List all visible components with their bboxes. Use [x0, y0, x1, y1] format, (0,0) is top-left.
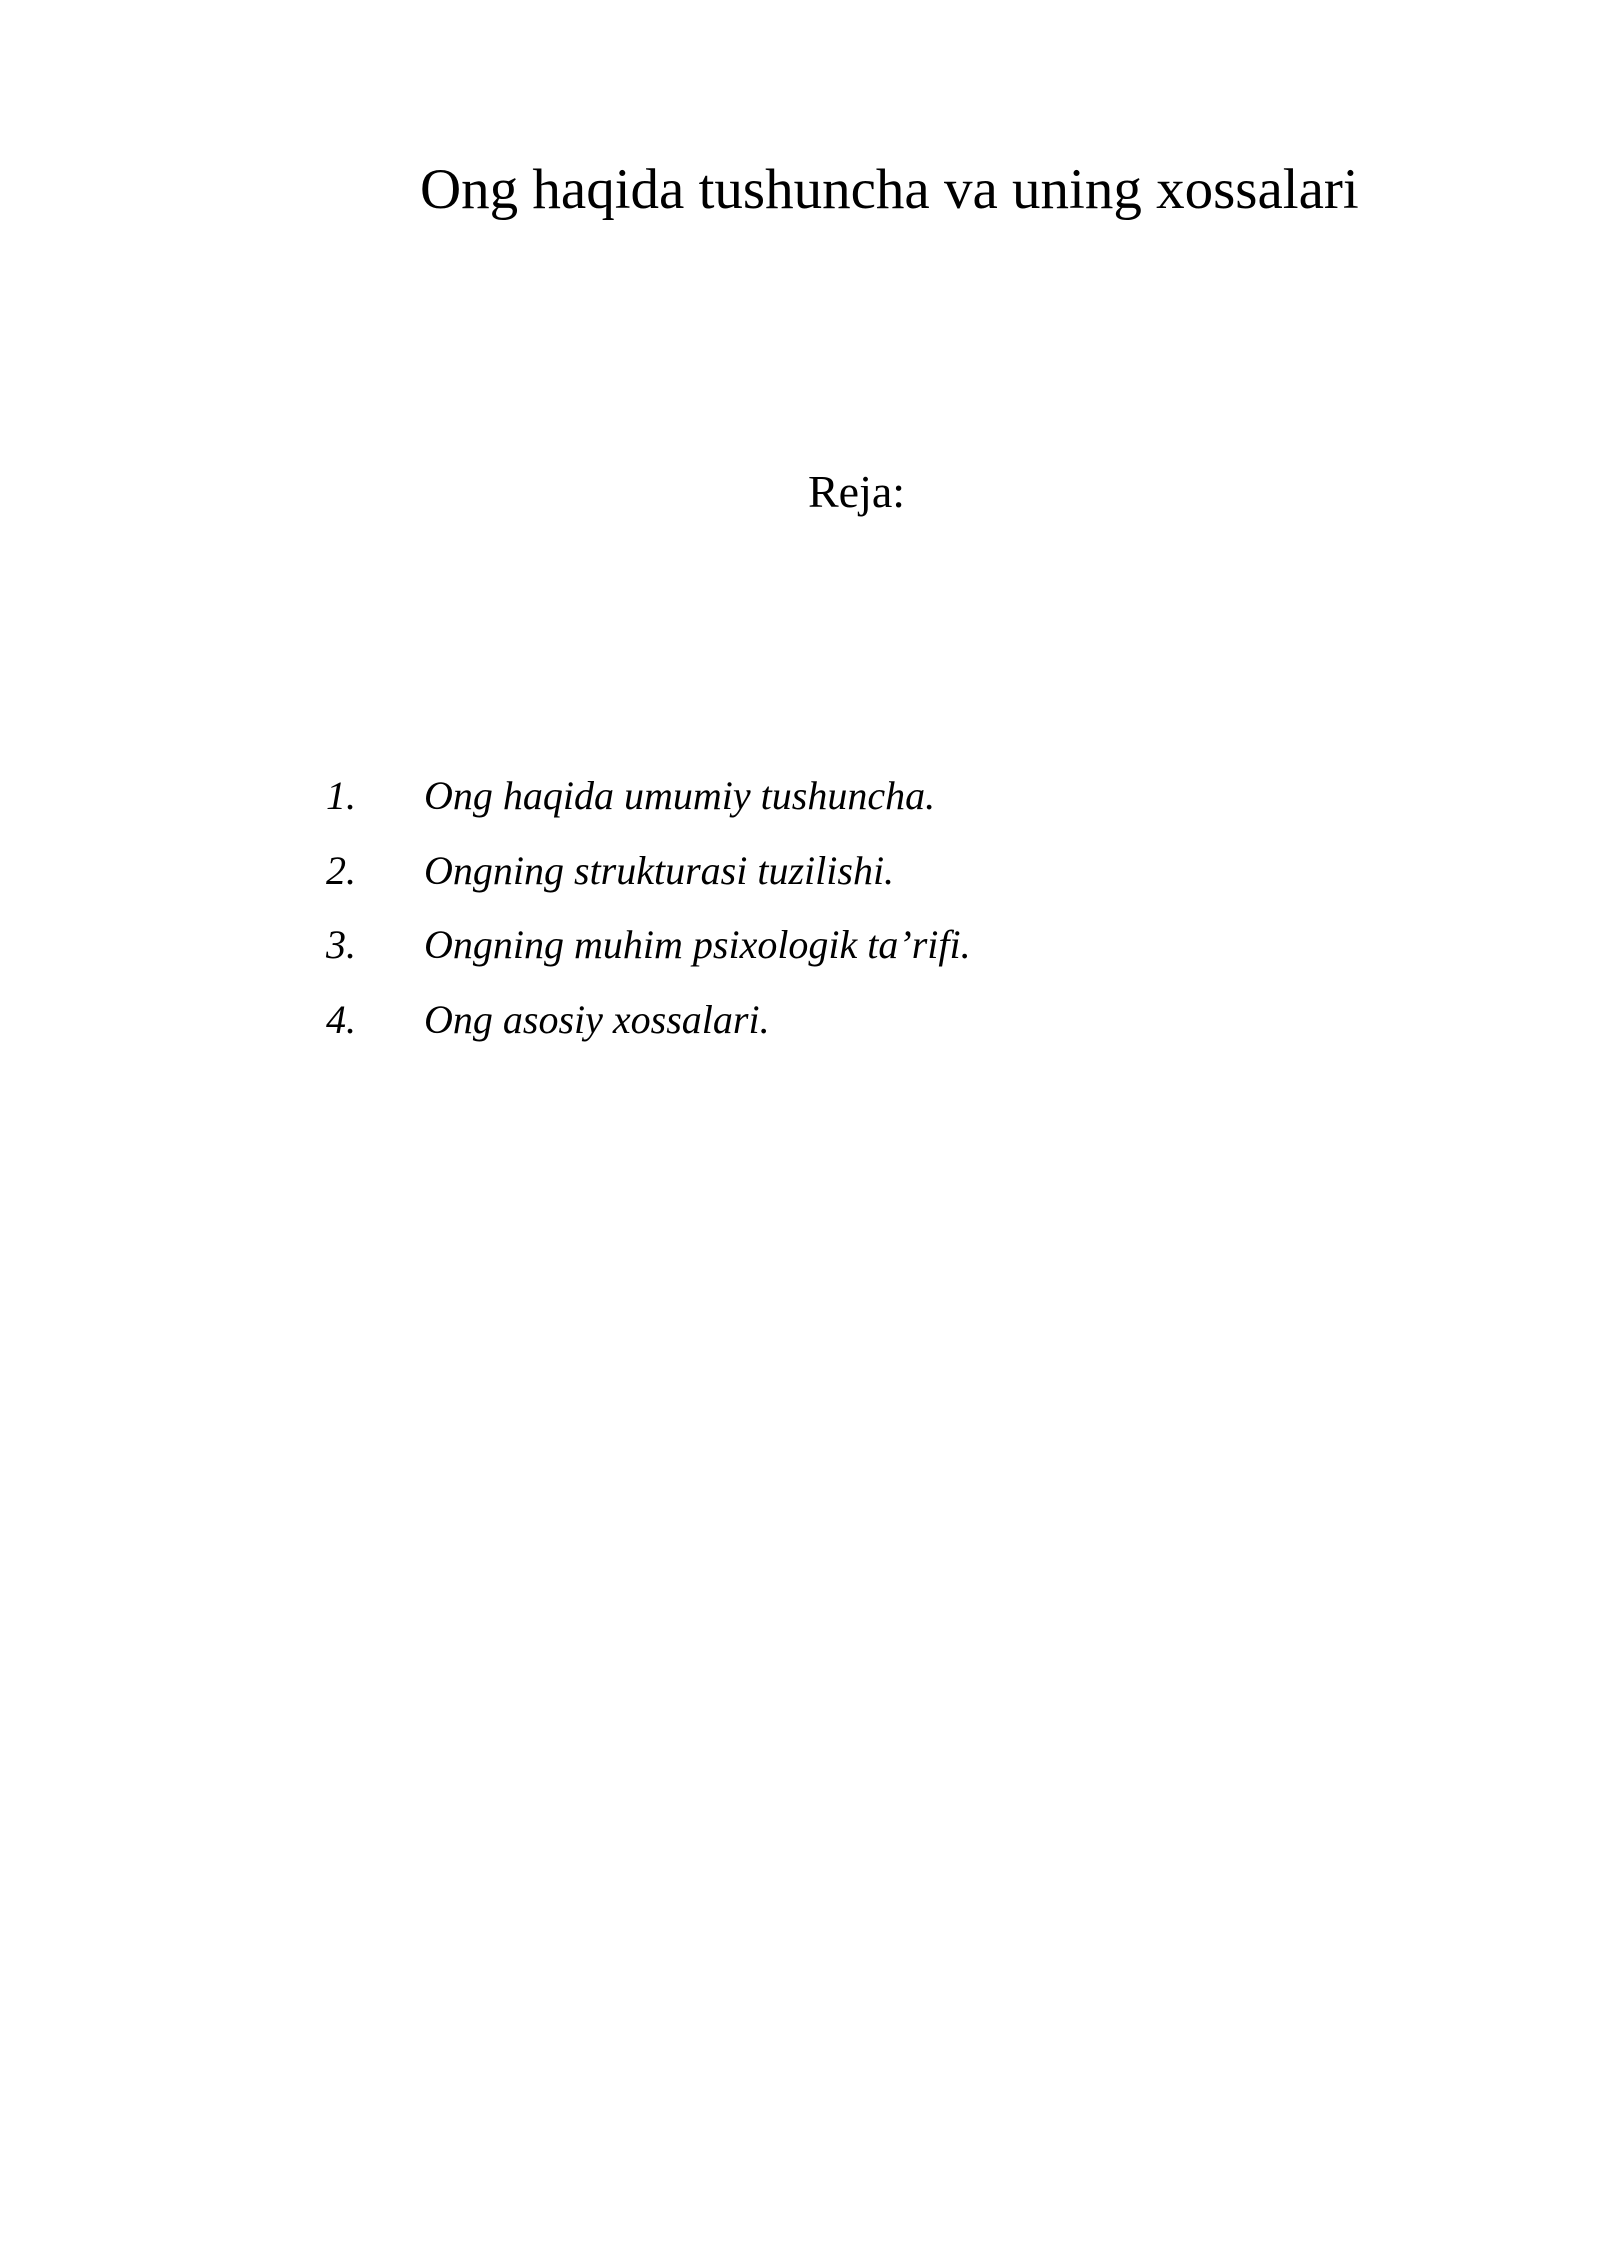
plan-list-item — [0, 841, 1600, 916]
document-title: Ong haqida tushuncha va uning xossalari — [420, 158, 1359, 221]
plan-heading: Reja: — [808, 466, 906, 517]
plan-item-number: 3. — [326, 922, 356, 967]
plan-list-item — [0, 990, 1600, 1065]
plan-item-text: Ong haqida umumiy tushuncha. — [424, 773, 936, 818]
plan-list — [0, 766, 1600, 1064]
plan-item-text: Ong asosiy xossalari. — [424, 996, 770, 1042]
plan-item-number: 1. — [326, 773, 356, 818]
plan-list-item — [0, 766, 1600, 841]
plan-list-item — [0, 915, 1600, 990]
plan-item-text: Ongning strukturasi tuzilishi. — [424, 847, 895, 893]
plan-item-text: Ongning muhim psixologik ta’rifi. — [424, 922, 971, 967]
plan-item-number: 4. — [326, 996, 356, 1042]
plan-item-number: 2. — [326, 847, 356, 893]
